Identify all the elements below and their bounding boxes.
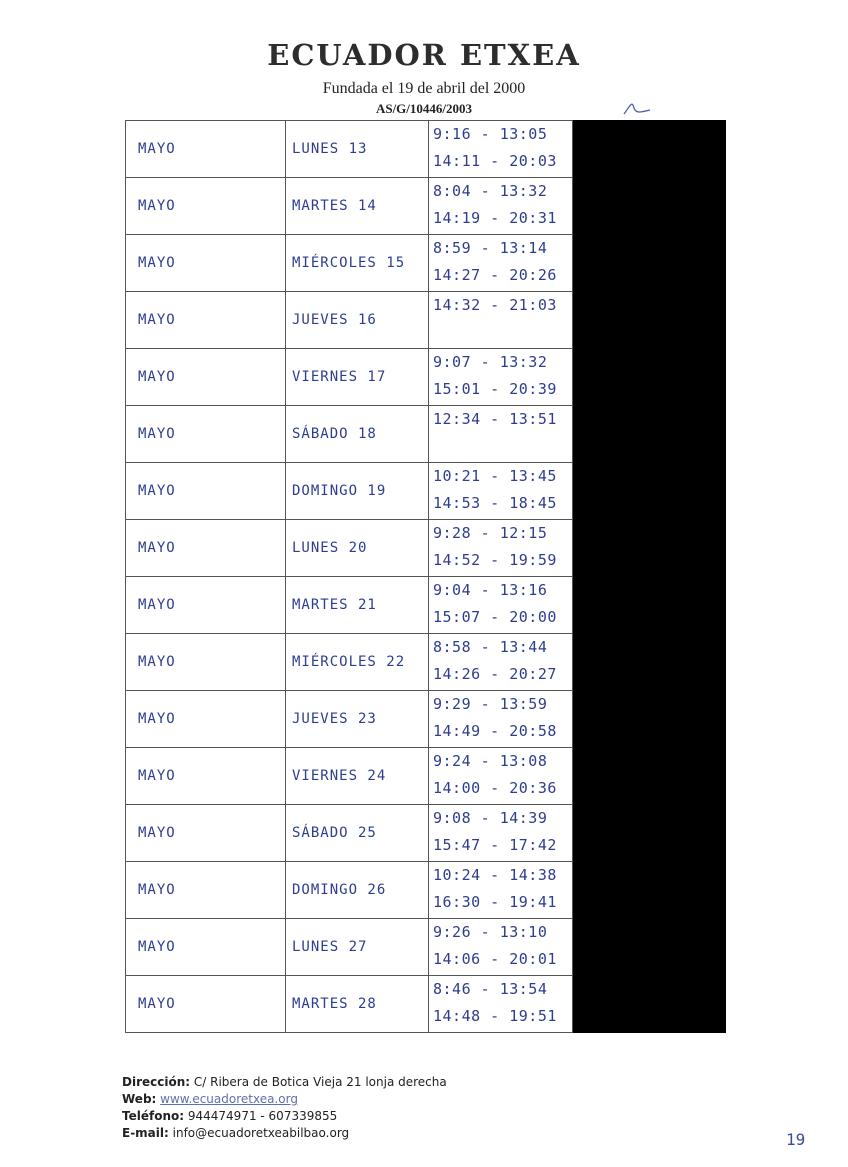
redacted-cell xyxy=(573,520,726,577)
time-range-2: 15:01 - 20:39 xyxy=(433,380,557,398)
redacted-cell xyxy=(573,349,726,406)
month-cell: MAYO xyxy=(126,292,286,349)
table-row xyxy=(126,121,726,178)
hours-cell xyxy=(429,862,573,919)
redacted-cell xyxy=(573,121,726,178)
email-label: E-mail: xyxy=(122,1126,169,1140)
month-cell: MAYO xyxy=(126,919,286,976)
month-cell: MAYO xyxy=(126,634,286,691)
day-cell: SÁBADO 18 xyxy=(286,406,429,463)
time-range-2: 16:30 - 19:41 xyxy=(433,893,557,911)
table-row xyxy=(126,463,726,520)
redacted-cell xyxy=(573,463,726,520)
redacted-cell xyxy=(573,235,726,292)
table-row xyxy=(126,919,726,976)
time-range-2: 14:53 - 18:45 xyxy=(433,494,557,512)
hours-cell xyxy=(429,235,573,292)
hours-cell xyxy=(429,349,573,406)
redacted-cell xyxy=(573,292,726,349)
month-cell: MAYO xyxy=(126,463,286,520)
time-range-1: 9:24 - 13:08 xyxy=(433,752,548,770)
redacted-cell xyxy=(573,691,726,748)
redacted-cell xyxy=(573,178,726,235)
time-range-1: 9:29 - 13:59 xyxy=(433,695,548,713)
hours-cell xyxy=(429,406,573,463)
redacted-cell xyxy=(573,577,726,634)
month-cell: MAYO xyxy=(126,748,286,805)
table-row xyxy=(126,748,726,805)
month-cell: MAYO xyxy=(126,691,286,748)
hours-cell xyxy=(429,805,573,862)
day-cell: LUNES 13 xyxy=(286,121,429,178)
handwritten-check-mark-icon xyxy=(620,98,652,120)
time-range-2: 14:06 - 20:01 xyxy=(433,950,557,968)
hours-cell xyxy=(429,520,573,577)
hours-cell xyxy=(429,292,573,349)
time-range-2: 15:47 - 17:42 xyxy=(433,836,557,854)
day-cell: MIÉRCOLES 15 xyxy=(286,235,429,292)
redacted-cell xyxy=(573,805,726,862)
time-range-2: 14:48 - 19:51 xyxy=(433,1007,557,1025)
table-row xyxy=(126,862,726,919)
time-range-2: 14:26 - 20:27 xyxy=(433,665,557,683)
redacted-cell xyxy=(573,919,726,976)
time-range-1: 14:32 - 21:03 xyxy=(433,296,557,314)
phone-value: 944474971 - 607339855 xyxy=(187,1109,338,1123)
hours-cell xyxy=(429,121,573,178)
footer-address xyxy=(122,1074,447,1091)
day-cell: LUNES 20 xyxy=(286,520,429,577)
phone-label: Teléfono: xyxy=(122,1109,185,1123)
time-range-2: 14:52 - 19:59 xyxy=(433,551,557,569)
day-cell: JUEVES 16 xyxy=(286,292,429,349)
day-cell: VIERNES 17 xyxy=(286,349,429,406)
hours-cell xyxy=(429,919,573,976)
web-link[interactable]: www.ecuadoretxea.org xyxy=(160,1092,298,1106)
attendance-table-body xyxy=(126,121,726,1033)
table-row xyxy=(126,349,726,406)
time-range-1: 10:21 - 13:45 xyxy=(433,467,557,485)
table-row xyxy=(126,805,726,862)
month-cell: MAYO xyxy=(126,805,286,862)
month-cell: MAYO xyxy=(126,577,286,634)
month-cell: MAYO xyxy=(126,406,286,463)
footer-phone xyxy=(122,1108,447,1125)
table-row xyxy=(126,292,726,349)
redacted-cell xyxy=(573,634,726,691)
organization-title: ECUADOR ETXEA xyxy=(267,38,581,72)
time-range-2: 14:00 - 20:36 xyxy=(433,779,557,797)
day-cell: MARTES 14 xyxy=(286,178,429,235)
hours-cell xyxy=(429,748,573,805)
address-value: C/ Ribera de Botica Vieja 21 lonja derecha xyxy=(193,1075,447,1089)
time-range-1: 9:04 - 13:16 xyxy=(433,581,548,599)
time-range-1: 10:24 - 14:38 xyxy=(433,866,557,884)
month-cell: MAYO xyxy=(126,862,286,919)
hours-cell xyxy=(429,178,573,235)
time-range-1: 9:16 - 13:05 xyxy=(433,125,548,143)
registration-number: AS/G/10446/2003 xyxy=(375,101,473,116)
hours-cell xyxy=(429,577,573,634)
month-cell: MAYO xyxy=(126,976,286,1033)
day-cell: LUNES 27 xyxy=(286,919,429,976)
table-row xyxy=(126,691,726,748)
day-cell: MARTES 28 xyxy=(286,976,429,1033)
table-row xyxy=(126,976,726,1033)
time-range-1: 8:46 - 13:54 xyxy=(433,980,548,998)
month-cell: MAYO xyxy=(126,349,286,406)
table-row xyxy=(126,577,726,634)
table-row xyxy=(126,178,726,235)
time-range-1: 9:08 - 14:39 xyxy=(433,809,548,827)
time-range-1: 8:04 - 13:32 xyxy=(433,182,548,200)
day-cell: DOMINGO 26 xyxy=(286,862,429,919)
time-range-1: 9:26 - 13:10 xyxy=(433,923,548,941)
month-cell: MAYO xyxy=(126,121,286,178)
day-cell: MIÉRCOLES 22 xyxy=(286,634,429,691)
time-range-1: 8:58 - 13:44 xyxy=(433,638,548,656)
hours-cell xyxy=(429,463,573,520)
redacted-cell xyxy=(573,976,726,1033)
web-label: Web: xyxy=(122,1092,157,1106)
hours-cell xyxy=(429,976,573,1033)
table-row xyxy=(126,406,726,463)
table-row xyxy=(126,634,726,691)
table-row xyxy=(126,520,726,577)
time-range-2: 14:27 - 20:26 xyxy=(433,266,557,284)
day-cell: DOMINGO 19 xyxy=(286,463,429,520)
table-row xyxy=(126,235,726,292)
month-cell: MAYO xyxy=(126,178,286,235)
day-cell: SÁBADO 25 xyxy=(286,805,429,862)
day-cell: MARTES 21 xyxy=(286,577,429,634)
hours-cell xyxy=(429,691,573,748)
time-range-2: 14:19 - 20:31 xyxy=(433,209,557,227)
redacted-cell xyxy=(573,748,726,805)
attendance-table xyxy=(125,120,726,1033)
footer-contact xyxy=(122,1074,447,1142)
day-cell: JUEVES 23 xyxy=(286,691,429,748)
redacted-cell xyxy=(573,862,726,919)
footer-web xyxy=(122,1091,447,1108)
email-value: info@ecuadoretxeabilbao.org xyxy=(172,1126,350,1140)
organization-subtitle: Fundada el 19 de abril del 2000 xyxy=(322,80,526,97)
month-cell: MAYO xyxy=(126,235,286,292)
month-cell: MAYO xyxy=(126,520,286,577)
time-range-1: 9:07 - 13:32 xyxy=(433,353,548,371)
footer-email xyxy=(122,1125,447,1142)
day-cell: VIERNES 24 xyxy=(286,748,429,805)
time-range-1: 12:34 - 13:51 xyxy=(433,410,557,428)
address-label: Dirección: xyxy=(122,1075,191,1089)
redacted-cell xyxy=(573,406,726,463)
page-number: 19 xyxy=(786,1130,806,1149)
time-range-2: 14:11 - 20:03 xyxy=(433,152,557,170)
time-range-1: 8:59 - 13:14 xyxy=(433,239,548,257)
time-range-2: 14:49 - 20:58 xyxy=(433,722,557,740)
hours-cell xyxy=(429,634,573,691)
time-range-1: 9:28 - 12:15 xyxy=(433,524,548,542)
time-range-2: 15:07 - 20:00 xyxy=(433,608,557,626)
